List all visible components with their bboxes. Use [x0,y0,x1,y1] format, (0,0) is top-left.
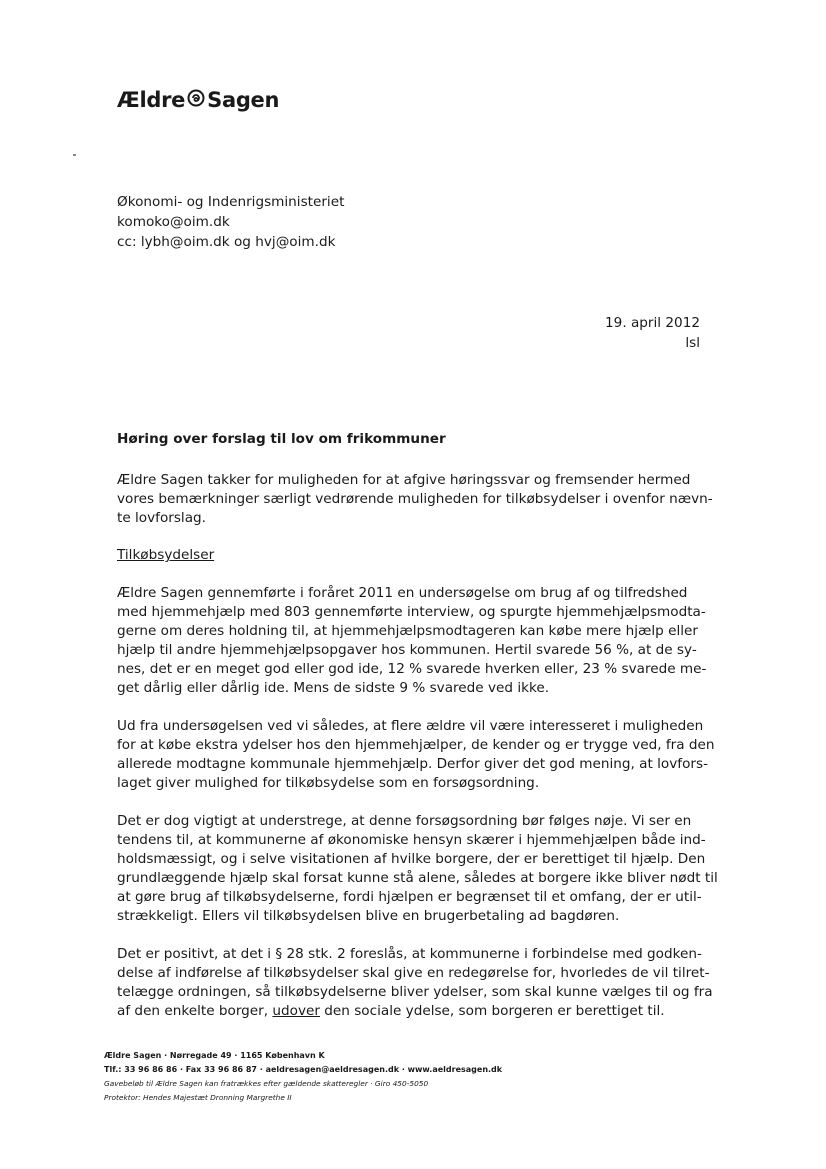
text-line: holdsmæssigt, og i selve visitationen af hvilke borgere, der er berettiget til hjælp. Den [117,851,706,867]
text-line: Ældre Sagen takker for muligheden for at afgive høringssvar og fremsender hermed [117,472,691,488]
text-line: Det er dog vigtigt at understrege, at denne forsøgsordning bør følges nøje. Vi ser en [117,813,692,829]
section-heading: Tilkøbsydelser [117,547,215,563]
letter-body [117,471,717,1021]
footer-address: Ældre Sagen · Nørregade 49 · 1165 København K [104,1051,325,1060]
scan-speck [73,154,76,156]
letter-subject: Høring over forslag til lov om frikommuner [117,431,446,447]
text-line: at gøre brug af tilkøbsydelserne, fordi hjælpen er begrænset til et omfang, der er util- [117,889,702,905]
spiral-logo-icon [187,88,205,112]
text-line [117,1002,717,1021]
underlined-word: udover [272,1003,320,1019]
letter-date: 19. april 2012 [605,315,700,331]
paragraph-caution [117,812,717,926]
text-line: vores bemærkninger særligt vedrørende muligheden for tilkøbsydelser i ovenfor nævn- [117,491,713,507]
text-line: nes, det er en meget god eller god ide, 12 % svarede hverken eller, 23 % svarede me- [117,661,707,677]
text-line: strækkeligt. Ellers vil tilkøbsydelsen blive en brugerbetaling ad bagdøren. [117,908,620,924]
organization-logo [117,88,279,112]
text-line: get dårlig eller dårlig ide. Mens de sidste 9 % svarede ved ikke. [117,680,550,696]
text-line: allerede modtagne kommunale hjemmehjælp. Derfor giver det god mening, at lovfors- [117,756,708,772]
text-line: Ud fra undersøgelsen ved vi således, at flere ældre vil være interesseret i muligheden [117,718,704,734]
letter-initials: lsl [685,335,700,351]
footer-contact: Tlf.: 33 96 86 86 · Fax 33 96 86 87 · aeldresagen@aeldresagen.dk · www.aeldresagen.dk [104,1065,503,1074]
logo-text-left: Ældre [117,88,186,112]
footer-gift-note: Gavebeløb til Ældre Sagen kan fratrækkes efter gældende skatteregler · Giro 450-5050 [104,1079,429,1088]
paragraph-survey [117,584,717,698]
text-line: for at købe ekstra ydelser hos den hjemmehjælper, de kender og er trygge ved, fra den [117,737,715,753]
text-line: grundlæggende hjælp skal forsat kunne stå alene, således at borgere ikke bliver nødt til [117,870,718,886]
text-line: laget giver mulighed for tilkøbsydelse som en forsøgsordning. [117,775,540,791]
footer-patron: Protektor: Hendes Majestæt Dronning Margrethe II [104,1093,292,1102]
paragraph-interest [117,717,717,793]
recipient-email: komoko@oim.dk [117,214,230,230]
text-line: Ældre Sagen gennemførte i foråret 2011 en undersøgelse om brug af og tilfredshed [117,585,688,601]
intro-paragraph [117,471,717,528]
text-line: Det er positivt, at det i § 28 stk. 2 foreslås, at kommunerne i forbindelse med godken- [117,946,702,962]
letter-footer [104,1049,502,1105]
text-segment: af den enkelte borger, [117,1003,273,1019]
paragraph-positive [117,945,717,1021]
recipient-name: Økonomi- og Indenrigsministeriet [117,194,345,210]
text-line: delse af indførelse af tilkøbsydelser skal give en redegørelse for, hvorledes de vil tilret- [117,965,710,981]
date-block [605,313,700,353]
logo-text-right: Sagen [207,88,280,112]
text-line: med hjemmehjælp med 803 gennemførte interview, og spurgte hjemmehjælpsmodta- [117,604,706,620]
text-line: hjælp til andre hjemmehjælpsopgaver hos kommunen. Hertil svarede 56 %, at de sy- [117,642,697,658]
text-line: telægge ordningen, så tilkøbsydelserne bliver ydelser, som skal kunne vælges til og fra [117,984,713,1000]
text-line: te lovforslag. [117,510,206,526]
text-line: tendens til, at kommunerne af økonomiske hensyn skærer i hjemmehjælpen både ind- [117,832,706,848]
recipient-cc: cc: lybh@oim.dk og hvj@oim.dk [117,234,336,250]
recipient-block [117,192,344,252]
text-segment: den sociale ydelse, som borgeren er berettiget til. [319,1003,665,1019]
text-line: gerne om deres holdning til, at hjemmehjælpsmodtageren kan købe mere hjælp eller [117,623,698,639]
